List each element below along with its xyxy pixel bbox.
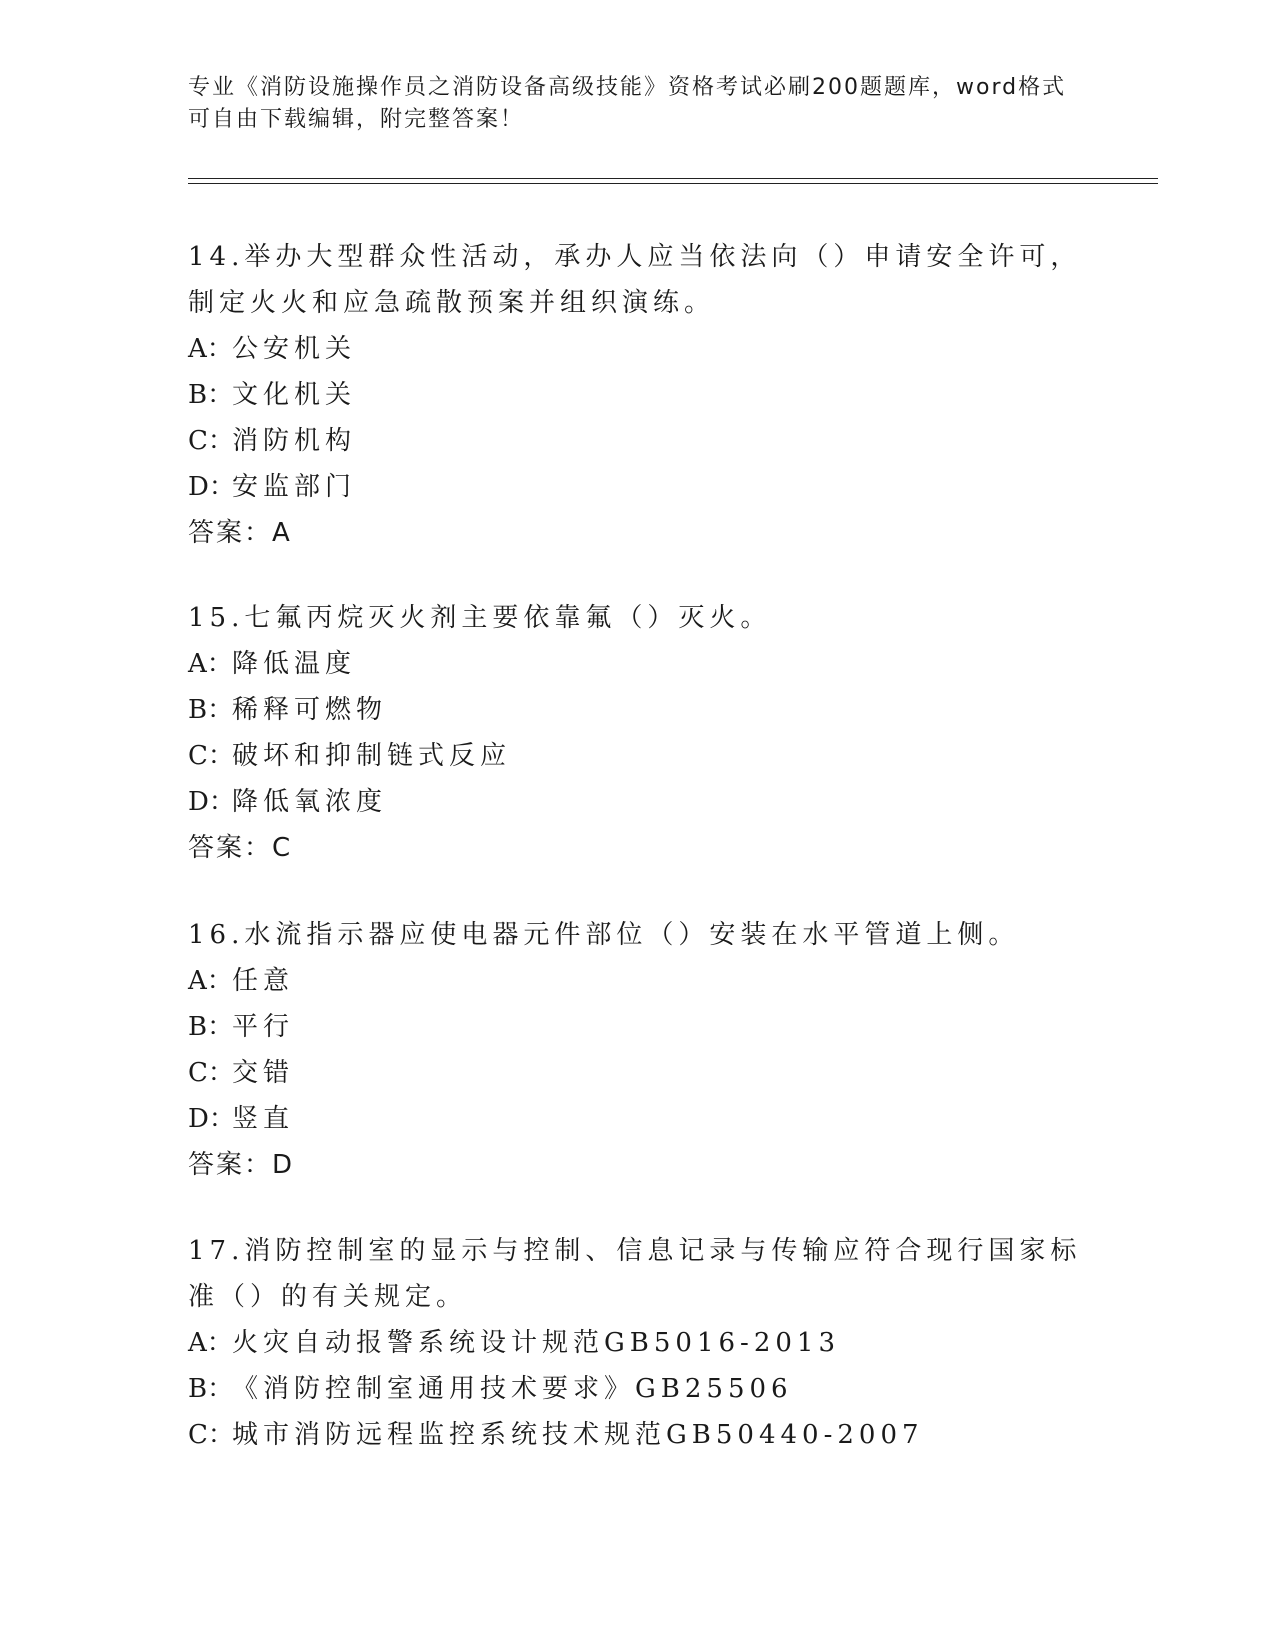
option-label: B： — [188, 380, 234, 410]
option-text: 《消防控制室通用技术要求》GB25506 — [232, 1374, 793, 1404]
option-label: B： — [188, 1374, 234, 1404]
option-text: 降低温度 — [232, 649, 357, 679]
option-c — [188, 1050, 1088, 1096]
option-label: B： — [188, 695, 234, 725]
option-text: 竖直 — [232, 1104, 295, 1134]
option-c — [188, 1412, 1088, 1458]
option-text: 文化机关 — [232, 380, 357, 410]
option-b — [188, 1004, 1088, 1050]
option-c — [188, 733, 1088, 779]
header-divider-top — [188, 178, 1158, 179]
option-label: C： — [188, 1058, 234, 1088]
answer: 答案：A — [188, 518, 292, 548]
option-text: 消防机构 — [232, 426, 357, 456]
option-a — [188, 958, 1088, 1004]
option-text: 城市消防远程监控系统技术规范GB50440-2007 — [232, 1420, 924, 1450]
option-text: 安监部门 — [232, 472, 357, 502]
option-label: A： — [188, 334, 233, 364]
option-text: 公安机关 — [232, 334, 357, 364]
answer: 答案：D — [188, 1150, 295, 1180]
document-header: 专业《消防设施操作员之消防设备高级技能》资格考试必刷200题题库，word格式可自由下载编辑，附完整答案！ — [188, 75, 1067, 132]
question-stem: 15.七氟丙烷灭火剂主要依靠氟（）灭火。 — [188, 603, 772, 633]
question-16 — [188, 912, 1088, 1188]
option-text: 破坏和抑制链式反应 — [232, 741, 512, 771]
option-d — [188, 779, 1088, 825]
option-label: C： — [188, 741, 234, 771]
option-label: A： — [188, 649, 233, 679]
option-text: 任意 — [232, 966, 295, 996]
option-text: 稀释可燃物 — [232, 695, 388, 725]
option-label: C： — [188, 426, 234, 456]
option-a — [188, 641, 1088, 687]
option-d — [188, 464, 1088, 510]
option-label: C： — [188, 1420, 234, 1450]
option-text: 火灾自动报警系统设计规范GB5016-2013 — [232, 1328, 840, 1358]
option-label: B： — [188, 1012, 234, 1042]
question-stem: 14.举办大型群众性活动，承办人应当依法向（）申请安全许可，制定火火和应急疏散预案并组织演练。 — [188, 242, 1082, 318]
option-label: D： — [188, 472, 235, 502]
option-text: 平行 — [232, 1012, 295, 1042]
option-label: D： — [188, 787, 235, 817]
question-stem: 16.水流指示器应使电器元件部位（）安装在水平管道上侧。 — [188, 920, 1020, 950]
question-14 — [188, 234, 1088, 556]
option-text: 降低氧浓度 — [232, 787, 388, 817]
option-a — [188, 1320, 1088, 1366]
option-text: 交错 — [232, 1058, 295, 1088]
question-15 — [188, 595, 1088, 871]
header-divider-bottom — [188, 183, 1158, 184]
answer: 答案：C — [188, 833, 293, 863]
option-d — [188, 1096, 1088, 1142]
option-c — [188, 418, 1088, 464]
option-label: A： — [188, 966, 233, 996]
option-label: D： — [188, 1104, 235, 1134]
option-label: A： — [188, 1328, 233, 1358]
option-b — [188, 1366, 1088, 1412]
option-b — [188, 372, 1088, 418]
option-b — [188, 687, 1088, 733]
question-stem: 17.消防控制室的显示与控制、信息记录与传输应符合现行国家标准（）的有关规定。 — [188, 1236, 1082, 1312]
option-a — [188, 326, 1088, 372]
question-17 — [188, 1228, 1088, 1458]
